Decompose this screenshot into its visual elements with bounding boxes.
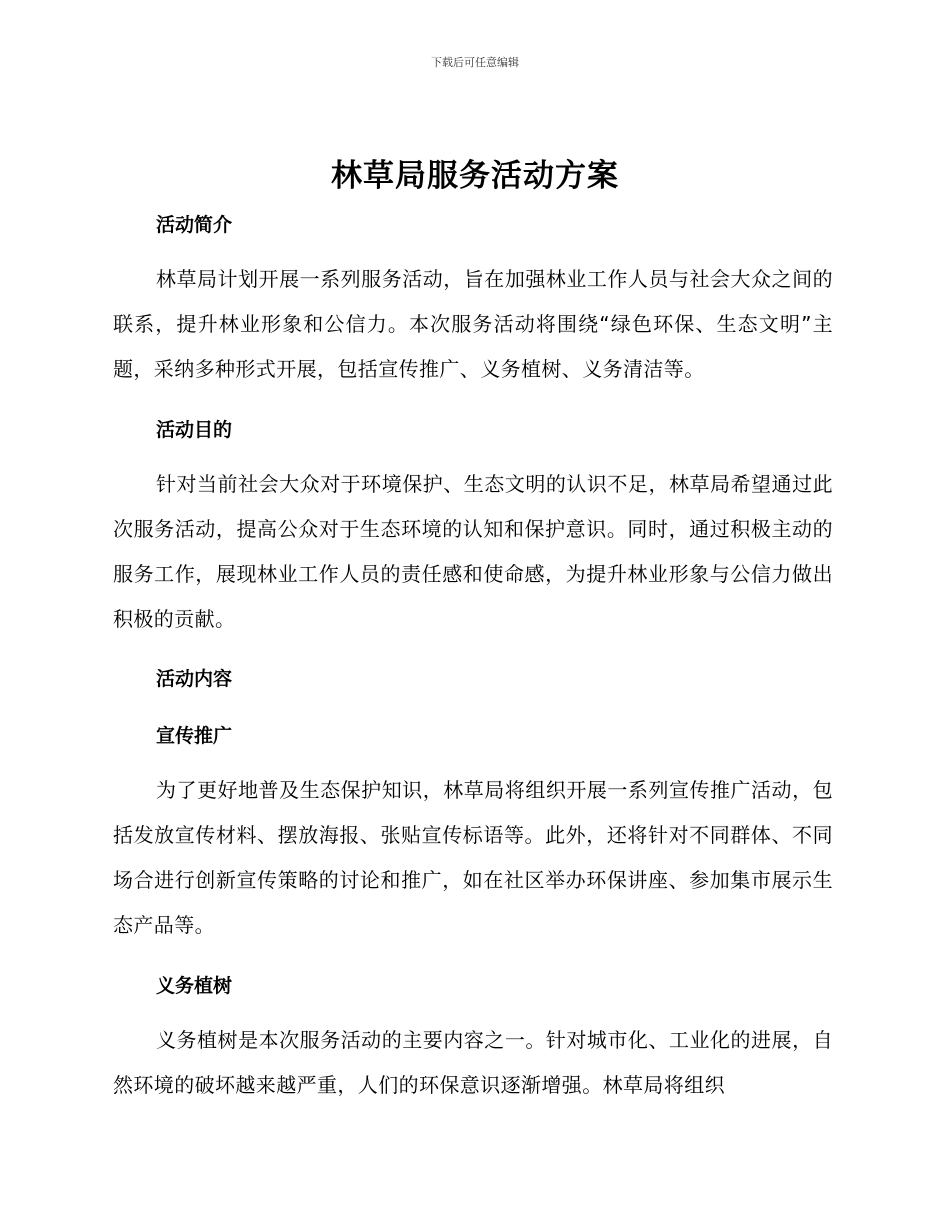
paragraph-planting: 义务植树是本次服务活动的主要内容之一。针对城市化、工业化的进展，自然环境的破坏越来越严重，人们的环保意识逐渐增强。林草局将组织 — [113, 1028, 833, 1097]
section-heading-planting: 义务植树 — [156, 975, 233, 997]
section-heading-promotion: 宣传推广 — [156, 725, 233, 747]
paragraph-purpose: 针对当前社会大众对于环境保护、生态文明的认识不足，林草局希望通过此次服务活动，提高公众对于生态环境的认知和保护意识。同时，通过积极主动的服务工作，展现林业工作人员的责任感和使命感，为提升林业形象与公信力做出积极的贡献。 — [113, 472, 833, 631]
header-note: 下载后可任意编辑 — [431, 56, 519, 69]
section-heading-intro: 活动简介 — [156, 214, 233, 236]
paragraph-intro: 林草局计划开展一系列服务活动，旨在加强林业工作人员与社会大众之间的联系，提升林业形象和公信力。本次服务活动将围绕“绿色环保、生态文明”主题，采纳多种形式开展，包括宣传推广、义务植树、义务清洁等。 — [113, 267, 833, 381]
document-title: 林草局服务活动方案 — [331, 158, 619, 194]
section-heading-content: 活动内容 — [156, 668, 233, 690]
section-heading-purpose: 活动目的 — [156, 419, 233, 441]
paragraph-promotion: 为了更好地普及生态保护知识，林草局将组织开展一系列宣传推广活动，包括发放宣传材料、摆放海报、张贴宣传标语等。此外，还将针对不同群体、不同场合进行创新宣传策略的讨论和推广，如在社区举办环保讲座、参加集市展示生态产品等。 — [113, 778, 833, 937]
